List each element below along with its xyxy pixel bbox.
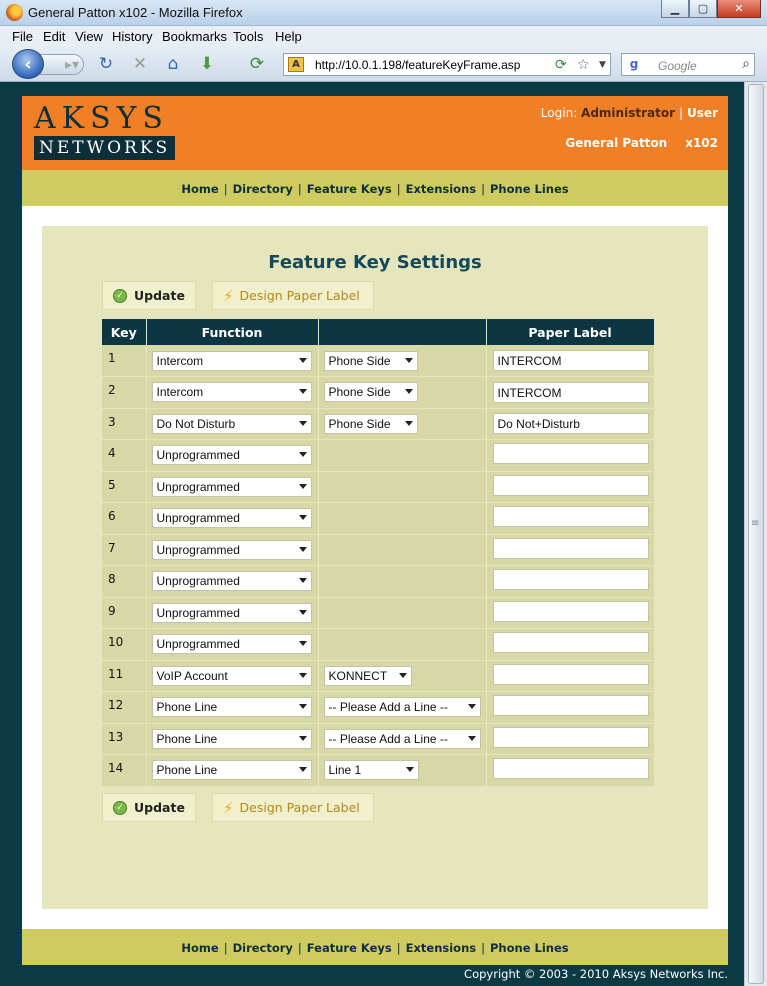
paper-label-input[interactable] (493, 601, 649, 622)
key-number: 14 (102, 755, 146, 787)
design-paper-label-button-top[interactable]: ⚡ Design Paper Label (212, 281, 374, 310)
url-text[interactable]: http://10.0.1.198/featureKeyFrame.asp (315, 58, 521, 72)
bottom-nav: Home | Directory | Feature Keys | Extensions | Phone Lines (22, 929, 728, 965)
stop-icon[interactable]: ✕ (132, 54, 148, 74)
option-select[interactable]: Phone Side (324, 351, 418, 371)
search-box[interactable] (621, 53, 755, 76)
menu-help[interactable]: Help (275, 29, 302, 44)
login-label: Login: (540, 106, 578, 120)
bookmark-star-icon[interactable]: ☆ (577, 57, 590, 73)
option-cell (318, 503, 486, 535)
login-user-link[interactable]: User (687, 106, 718, 120)
key-number: 10 (102, 629, 146, 661)
menu-file[interactable]: File (12, 29, 33, 44)
option-cell (318, 377, 486, 409)
table-row (102, 503, 654, 535)
maximize-button[interactable]: ▢ (689, 0, 717, 18)
vertical-scrollbar[interactable] (744, 82, 767, 986)
station-info (565, 136, 718, 150)
header-function: Function (146, 319, 318, 345)
top-nav: Home | Directory | Feature Keys | Extensions | Phone Lines (22, 170, 728, 206)
paper-label-cell (486, 660, 654, 692)
nav-extensions[interactable]: Extensions (405, 941, 477, 955)
paper-label-input[interactable] (493, 632, 649, 653)
header-option (318, 319, 486, 345)
copyright-footer: Copyright © 2003 - 2010 Aksys Networks Inc. (464, 967, 728, 981)
chevron-down-icon (299, 358, 307, 363)
paper-label-cell (486, 723, 654, 755)
url-bar[interactable] (283, 53, 611, 76)
nav-directory[interactable]: Directory (232, 941, 293, 955)
function-cell (146, 597, 318, 629)
page-title: Feature Key Settings (268, 252, 482, 273)
table-row (102, 566, 654, 598)
table-row (102, 345, 654, 377)
chevron-down-icon (299, 610, 307, 615)
paper-label-cell (486, 534, 654, 566)
paper-label-cell (486, 408, 654, 440)
key-number: 11 (102, 660, 146, 692)
paper-label-input[interactable]: INTERCOM (493, 350, 649, 371)
table-row (102, 377, 654, 409)
option-cell (318, 629, 486, 661)
table-header-row (102, 319, 654, 345)
paper-label-input[interactable] (493, 727, 649, 748)
table-row (102, 692, 654, 724)
chevron-down-icon (299, 421, 307, 426)
menu-view[interactable]: View (75, 29, 103, 44)
function-cell (146, 377, 318, 409)
chevron-down-icon (299, 578, 307, 583)
paper-label-input[interactable] (493, 538, 649, 559)
table-row (102, 629, 654, 661)
header-paper-label: Paper Label (486, 319, 654, 345)
window-title: General Patton x102 - Mozilla Firefox (28, 5, 243, 20)
key-number: 9 (102, 597, 146, 629)
key-number: 4 (102, 440, 146, 472)
option-select[interactable]: -- Please Add a Line -- (324, 729, 481, 749)
function-select[interactable]: Unprogrammed (152, 634, 312, 654)
close-button[interactable]: ✕ (717, 0, 761, 18)
key-number: 6 (102, 503, 146, 535)
url-dropdown-icon[interactable]: ▼ (599, 60, 606, 70)
chevron-down-icon (299, 452, 307, 457)
search-icon[interactable]: ⌕ (742, 56, 750, 72)
paper-label-input[interactable] (493, 443, 649, 464)
reload-icon[interactable]: ↻ (98, 54, 114, 74)
paper-label-input[interactable] (493, 475, 649, 496)
google-icon[interactable]: g (629, 57, 639, 71)
lightning-icon: ⚡ (223, 286, 234, 305)
function-cell (146, 408, 318, 440)
function-select[interactable]: Phone Line (152, 697, 312, 717)
minimize-button[interactable]: ▁ (661, 0, 689, 18)
paper-label-cell (486, 692, 654, 724)
option-select[interactable]: Phone Side (324, 382, 418, 402)
forward-arrow-icon: ▸▾ (64, 56, 79, 73)
login-info: Login: Administrator | User (540, 106, 718, 120)
paper-label-input[interactable] (493, 695, 649, 716)
function-cell (146, 345, 318, 377)
chevron-down-icon (299, 484, 307, 489)
table-row (102, 440, 654, 472)
nav-extensions[interactable]: Extensions (405, 182, 477, 196)
key-number: 3 (102, 408, 146, 440)
menu-history[interactable]: History (112, 29, 153, 44)
function-select[interactable]: Unprogrammed (152, 508, 312, 528)
home-icon[interactable]: ⌂ (167, 54, 179, 74)
option-cell (318, 345, 486, 377)
logo-networks-text: NETWORKS (34, 136, 175, 160)
site-header (22, 96, 728, 170)
nav-phone-lines[interactable]: Phone Lines (490, 941, 569, 955)
chevron-down-icon (405, 389, 413, 394)
table-row (102, 723, 654, 755)
menu-bar (0, 26, 767, 46)
table-row (102, 755, 654, 787)
key-number: 2 (102, 377, 146, 409)
paper-label-cell (486, 503, 654, 535)
update-button-bottom[interactable]: ✓ Update (102, 793, 196, 822)
option-select[interactable]: -- Please Add a Line -- (324, 697, 481, 717)
paper-label-cell (486, 566, 654, 598)
back-button[interactable] (12, 49, 44, 79)
function-select[interactable]: Phone Line (152, 760, 312, 780)
table-row (102, 597, 654, 629)
chevron-down-icon (299, 736, 307, 741)
function-select[interactable]: VoIP Account (152, 666, 312, 686)
nav-feature-keys[interactable]: Feature Keys (306, 182, 392, 196)
paper-label-cell (486, 440, 654, 472)
function-cell (146, 723, 318, 755)
chevron-down-icon (299, 515, 307, 520)
menu-edit[interactable]: Edit (43, 29, 66, 44)
header-key: Key (102, 319, 146, 345)
addon-icon[interactable]: ⟳ (249, 54, 265, 74)
menu-tools[interactable]: Tools (233, 29, 264, 44)
logo-aksys-text: AKSYS (34, 101, 169, 136)
function-select[interactable]: Phone Line (152, 729, 312, 749)
scroll-grip-icon: ≡ (751, 518, 760, 529)
key-number: 5 (102, 471, 146, 503)
scrollbar-thumb[interactable] (748, 84, 764, 984)
forward-button[interactable] (40, 54, 84, 75)
search-placeholder: Google (658, 59, 697, 73)
function-select[interactable]: Do Not Disturb (152, 414, 312, 434)
option-cell (318, 755, 486, 787)
function-select[interactable]: Intercom (152, 351, 312, 371)
station-extension: x102 (685, 136, 718, 150)
checkmark-icon: ✓ (113, 289, 127, 303)
option-cell (318, 597, 486, 629)
option-cell (318, 723, 486, 755)
option-select[interactable]: Phone Side (324, 414, 418, 434)
checkmark-icon: ✓ (113, 801, 127, 815)
option-cell (318, 566, 486, 598)
site-favicon-icon: A (288, 57, 304, 72)
window-titlebar (0, 0, 767, 26)
key-number: 1 (102, 345, 146, 377)
table-row (102, 660, 654, 692)
navigation-toolbar (0, 46, 767, 82)
function-cell (146, 692, 318, 724)
paper-label-cell (486, 597, 654, 629)
feature-key-panel (42, 226, 708, 909)
nav-home[interactable]: Home (181, 182, 219, 196)
option-cell (318, 471, 486, 503)
back-arrow-icon: ‹ (24, 53, 32, 75)
paper-label-cell (486, 377, 654, 409)
paper-label-cell (486, 471, 654, 503)
chevron-down-icon (399, 673, 407, 678)
design-paper-label-button-bottom[interactable]: ⚡ Design Paper Label (212, 793, 374, 822)
station-name: General Patton (565, 136, 668, 150)
paper-label-input[interactable] (493, 506, 649, 527)
chevron-down-icon (299, 704, 307, 709)
chevron-down-icon (468, 736, 476, 741)
function-cell (146, 566, 318, 598)
key-number: 13 (102, 723, 146, 755)
function-cell (146, 629, 318, 661)
function-select[interactable]: Unprogrammed (152, 477, 312, 497)
option-cell (318, 440, 486, 472)
option-cell (318, 660, 486, 692)
table-row (102, 408, 654, 440)
function-select[interactable]: Unprogrammed (152, 540, 312, 560)
feature-key-table (102, 319, 655, 787)
function-cell (146, 755, 318, 787)
paper-label-cell (486, 629, 654, 661)
table-row (102, 534, 654, 566)
lightning-icon: ⚡ (223, 798, 234, 817)
login-administrator-link[interactable]: Administrator (581, 106, 675, 120)
chevron-down-icon (299, 389, 307, 394)
paper-label-input[interactable]: Do Not+Disturb (493, 413, 649, 434)
firefox-logo-icon (6, 4, 23, 21)
update-button-top[interactable]: ✓ Update (102, 281, 196, 310)
function-cell (146, 660, 318, 692)
option-cell (318, 408, 486, 440)
paper-label-input[interactable] (493, 569, 649, 590)
key-number: 12 (102, 692, 146, 724)
chevron-down-icon (299, 767, 307, 772)
option-select[interactable]: KONNECT (324, 666, 412, 686)
function-select[interactable]: Unprogrammed (152, 445, 312, 465)
chevron-down-icon (468, 704, 476, 709)
window-controls (661, 0, 761, 18)
refresh-url-icon[interactable]: ⟳ (555, 57, 567, 73)
chevron-down-icon (405, 421, 413, 426)
table-row (102, 471, 654, 503)
function-cell (146, 534, 318, 566)
chevron-down-icon (299, 547, 307, 552)
aksys-logo (34, 101, 172, 162)
nav-home[interactable]: Home (181, 941, 219, 955)
nav-directory[interactable]: Directory (232, 182, 293, 196)
key-number: 7 (102, 534, 146, 566)
option-cell (318, 534, 486, 566)
download-icon[interactable]: ⬇ (199, 54, 215, 74)
function-cell (146, 440, 318, 472)
paper-label-input[interactable] (493, 758, 649, 779)
paper-label-cell (486, 755, 654, 787)
nav-feature-keys[interactable]: Feature Keys (306, 941, 392, 955)
chevron-down-icon (299, 641, 307, 646)
function-select[interactable]: Unprogrammed (152, 571, 312, 591)
option-select[interactable]: Line 1 (324, 760, 419, 780)
nav-phone-lines[interactable]: Phone Lines (490, 182, 569, 196)
paper-label-input[interactable]: INTERCOM (493, 382, 649, 403)
option-cell (318, 692, 486, 724)
function-cell (146, 471, 318, 503)
key-number: 8 (102, 566, 146, 598)
menu-bookmarks[interactable]: Bookmarks (162, 29, 228, 44)
chevron-down-icon (405, 358, 413, 363)
paper-label-input[interactable] (493, 664, 649, 685)
function-select[interactable]: Unprogrammed (152, 603, 312, 623)
paper-label-cell (486, 345, 654, 377)
chevron-down-icon (299, 673, 307, 678)
chevron-down-icon (406, 767, 414, 772)
function-select[interactable]: Intercom (152, 382, 312, 402)
function-cell (146, 503, 318, 535)
